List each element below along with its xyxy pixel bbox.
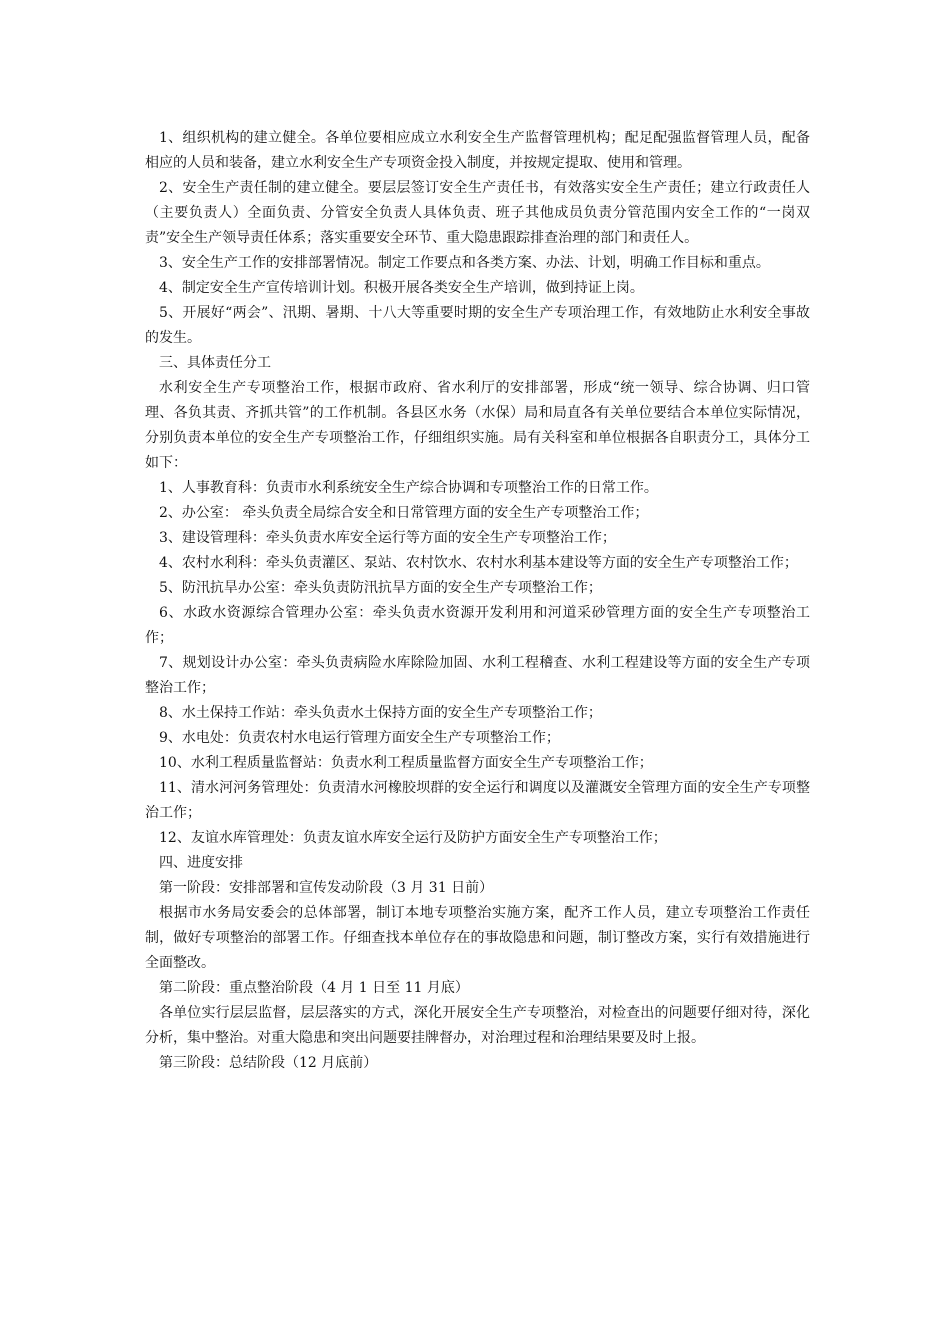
paragraph-training-plan: 4、制定安全生产宣传培训计划。积极开展各类安全生产培训，做到持证上岗。	[159, 280, 644, 296]
stage-heading-second: 第二阶段：重点整治阶段（4 月 1 日至 11 月底）	[159, 980, 469, 996]
list-item-personnel-education: 1、人事教育科：负责市水利系统安全生产综合协调和专项整治工作的日常工作。	[159, 480, 658, 496]
list-item-qingshui-river: 11、清水河河务管理处：负责清水河橡胶坝群的安全运行和调度以及灌溉安全管理方面的安全生产专项整治工作；	[145, 780, 810, 821]
list-item-hydropower: 9、水电处：负责农村水电运行管理方面安全生产专项整治工作；	[159, 730, 560, 746]
paragraph-mechanism: 水利安全生产专项整治工作，根据市政府、省水利厅的安排部署，形成“统一领导、综合协调、归口管理、各负其责、齐抓共管”的工作机制。各县区水务（水保）局和局直各有关单位要结合本单位实际情况，分别负责本单位的安全生产专项整治工作，仔细组织实施。局有关科室和单位根据各自职责分工，具体分工如下：	[145, 380, 810, 471]
paragraph-special-periods: 5、开展好“两会”、汛期、暑期、十八大等重要时期的安全生产专项治理工作，有效地防止水利安全事故的发生。	[145, 305, 810, 346]
stage-heading-first: 第一阶段：安排部署和宣传发动阶段（3 月 31 日前）	[159, 880, 494, 896]
list-item-planning-design: 7、规划设计办公室：牵头负责病险水库除险加固、水利工程稽查、水利工程建设等方面的安全生产专项整治工作；	[145, 655, 810, 696]
document-body	[145, 126, 810, 1076]
list-item-flood-drought: 5、防汛抗旱办公室：牵头负责防汛抗旱方面的安全生产专项整治工作；	[159, 580, 602, 596]
stage-heading-third: 第三阶段：总结阶段（12 月底前）	[159, 1055, 378, 1071]
list-item-youyi-reservoir: 12、友谊水库管理处：负责友谊水库安全运行及防护方面安全生产专项整治工作；	[159, 830, 667, 846]
paragraph-second-stage: 各单位实行层层监督，层层落实的方式，深化开展安全生产专项整治，对检查出的问题要仔细对待，深化分析，集中整治。对重大隐患和突出问题要挂牌督办，对治理过程和治理结果要及时上报。	[145, 1005, 810, 1046]
list-item-office: 2、办公室： 牵头负责全局综合安全和日常管理方面的安全生产专项整治工作；	[159, 505, 649, 521]
list-item-soil-conservation: 8、水土保持工作站：牵头负责水土保持方面的安全生产专项整治工作；	[159, 705, 602, 721]
section-heading-responsibilities: 三、具体责任分工	[159, 355, 271, 371]
list-item-rural-water: 4、农村水利科：牵头负责灌区、泵站、农村饮水、农村水利基本建设等方面的安全生产专项整治工作；	[159, 555, 798, 571]
list-item-water-resources: 6、水政水资源综合管理办公室：牵头负责水资源开发利用和河道采砂管理方面的安全生产专项整治工作；	[145, 605, 810, 646]
list-item-construction-management: 3、建设管理科：牵头负责水库安全运行等方面的安全生产专项整治工作；	[159, 530, 616, 546]
paragraph-responsibility-system: 2、安全生产责任制的建立健全。要层层签订安全生产责任书，有效落实安全生产责任；建立行政责任人（主要负责人）全面负责、分管安全负责人具体负责、班子其他成员负责分管范围内安全工作的“一岗双责”安全生产领导责任体系；落实重要安全环节、重大隐患跟踪排查治理的部门和责任人。	[145, 180, 810, 246]
paragraph-work-arrangement: 3、安全生产工作的安排部署情况。制定工作要点和各类方案、办法、计划，明确工作目标和重点。	[159, 255, 770, 271]
paragraph-first-stage: 根据市水务局安委会的总体部署，制订本地专项整治实施方案，配齐工作人员，建立专项整治工作责任制，做好专项整治的部署工作。仔细查找本单位存在的事故隐患和问题，制订整改方案，实行有效措施进行全面整改。	[145, 905, 810, 971]
list-item-quality-supervision: 10、水利工程质量监督站：负责水利工程质量监督方面安全生产专项整治工作；	[159, 755, 653, 771]
section-heading-schedule: 四、进度安排	[159, 855, 243, 871]
paragraph-org-structure: 1、组织机构的建立健全。各单位要相应成立水利安全生产监督管理机构；配足配强监督管理人员，配备相应的人员和装备，建立水利安全生产专项资金投入制度，并按规定提取、使用和管理。	[145, 130, 810, 171]
